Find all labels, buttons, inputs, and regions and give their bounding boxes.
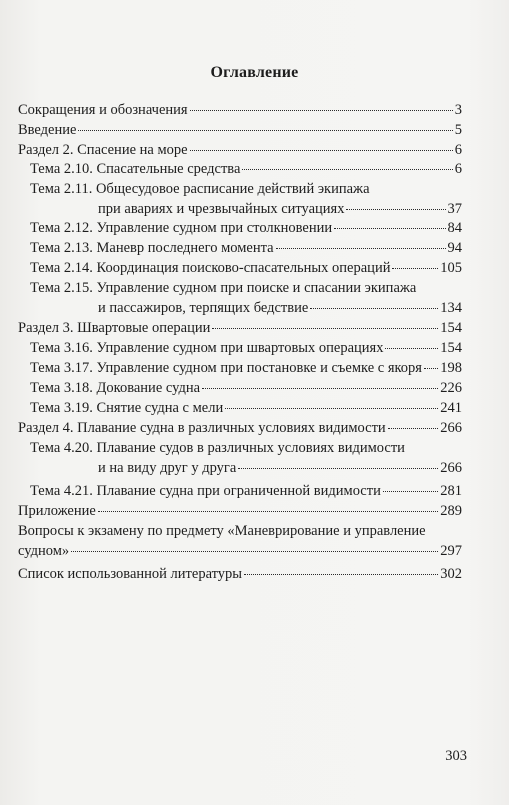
toc-leader-dots: [334, 228, 445, 229]
toc-entry-page: 6: [454, 161, 462, 177]
toc-entry-text: Тема 2.11. Общесудовое расписание действий экипажа: [30, 181, 370, 197]
toc-entry-text: Тема 3.19. Снятие судна с мели: [30, 400, 224, 416]
toc-leader-dots: [424, 368, 438, 369]
toc-title: Оглавление: [210, 64, 299, 81]
toc-leader-dots: [190, 110, 453, 111]
toc-entry-page: 105: [440, 260, 462, 276]
toc-entry-text: Раздел 4. Плавание судна в различных условиях видимости: [18, 420, 386, 436]
toc-entry-text: Тема 4.21. Плавание судна при ограниченной видимости: [30, 483, 381, 499]
toc-leader-dots: [310, 308, 438, 309]
toc-entry-page: 154: [440, 340, 462, 356]
toc-entry-page: 134: [440, 300, 462, 316]
toc-entry-page: 289: [440, 503, 462, 519]
toc-leader-dots: [212, 328, 438, 329]
toc-leader-dots: [276, 248, 446, 249]
toc-entry-continuation: при авариях и чрезвычайных ситуациях: [98, 201, 345, 217]
toc-entry-page: 302: [440, 566, 462, 582]
toc-entry-text: Тема 3.18. Докование судна: [30, 380, 201, 396]
toc-entry-text: Раздел 3. Швартовые операции: [18, 320, 211, 336]
toc-topic-entry[interactable]: [30, 339, 462, 357]
toc-entry-page: 3: [454, 102, 462, 118]
toc-entry[interactable]: [18, 502, 462, 520]
toc-entry[interactable]: [18, 522, 462, 560]
toc-topic-entry[interactable]: [30, 160, 462, 178]
toc-entry-text: Тема 2.13. Маневр последнего момента: [30, 240, 274, 256]
toc-leader-dots: [383, 491, 438, 492]
toc-leader-dots: [388, 428, 439, 429]
toc-section-entry[interactable]: [18, 319, 462, 337]
toc-entry-text: Введение: [18, 122, 77, 138]
toc-entry-text: Раздел 2. Спасение на море: [18, 142, 188, 158]
toc-entry-text: Тема 2.12. Управление судном при столкновении: [30, 220, 333, 236]
toc-topic-entry[interactable]: [30, 259, 462, 277]
toc-topic-entry[interactable]: [30, 399, 462, 417]
toc-topic-entry[interactable]: [30, 359, 462, 377]
toc-leader-dots: [385, 348, 438, 349]
toc-entry-text: Тема 2.14. Координация поисково-спасательных операций: [30, 260, 391, 276]
toc-topic-entry[interactable]: [30, 379, 462, 397]
toc-entry-page: 266: [440, 420, 462, 436]
toc-topic-entry[interactable]: [30, 239, 462, 257]
toc-entry-page: 297: [440, 543, 462, 559]
toc-topic-entry[interactable]: [30, 219, 462, 237]
toc-entry-text: Тема 2.15. Управление судном при поиске и спасании экипажа: [30, 280, 417, 296]
toc-entry-text: Список использованной литературы: [18, 566, 243, 582]
toc-topic-entry[interactable]: [30, 180, 462, 218]
page-number: 303: [445, 748, 467, 764]
toc-entry-text: Вопросы к экзамену по предмету «Маневрирование и управление: [18, 523, 426, 539]
toc-leader-dots: [392, 268, 438, 269]
toc-entry[interactable]: [18, 565, 462, 583]
toc-leader-dots: [202, 388, 438, 389]
toc-entry-text: Тема 2.10. Спасательные средства: [30, 161, 241, 177]
toc-topic-entry[interactable]: [30, 482, 462, 500]
toc-leader-dots: [242, 169, 452, 170]
toc-entry-page: 5: [454, 122, 462, 138]
toc-entry-page: 6: [454, 142, 462, 158]
toc-leader-dots: [244, 574, 438, 575]
toc-entry-text: Тема 3.16. Управление судном при швартовых операциях: [30, 340, 384, 356]
toc-leader-dots: [225, 408, 438, 409]
toc-leader-dots: [98, 511, 438, 512]
toc-entry[interactable]: [18, 101, 462, 119]
toc-entry-page: 281: [440, 483, 462, 499]
toc-leader-dots: [71, 551, 438, 552]
toc-entry[interactable]: [18, 121, 462, 139]
toc-entry-page: 266: [440, 460, 462, 476]
toc-entry-page: 84: [447, 220, 462, 236]
toc-entry-continuation: и на виду друг у друга: [98, 460, 237, 476]
toc-entry-page: 241: [440, 400, 462, 416]
toc-section-entry[interactable]: [18, 141, 462, 159]
toc-leader-dots: [238, 468, 438, 469]
toc-entry-page: 37: [447, 201, 462, 217]
toc-entry-continuation: судном»: [18, 543, 70, 559]
toc-leader-dots: [346, 209, 445, 210]
toc-entry-text: Приложение: [18, 503, 96, 519]
toc-entry-text: Тема 3.17. Управление судном при постановке и съемке с якоря: [30, 360, 422, 376]
toc-entry-text: Тема 4.20. Плавание судов в различных условиях видимости: [30, 440, 405, 456]
toc-leader-dots: [78, 130, 452, 131]
toc-entry-page: 94: [447, 240, 462, 256]
toc-entry-page: 154: [440, 320, 462, 336]
toc-entry-continuation: и пассажиров, терпящих бедствие: [98, 300, 309, 316]
toc-section-entry[interactable]: [18, 419, 462, 437]
toc-topic-entry[interactable]: [30, 439, 462, 477]
toc-entry-page: 226: [440, 380, 462, 396]
toc-topic-entry[interactable]: [30, 279, 462, 317]
toc-leader-dots: [190, 150, 453, 151]
toc-entry-text: Сокращения и обозначения: [18, 102, 188, 118]
toc-entry-page: 198: [440, 360, 462, 376]
